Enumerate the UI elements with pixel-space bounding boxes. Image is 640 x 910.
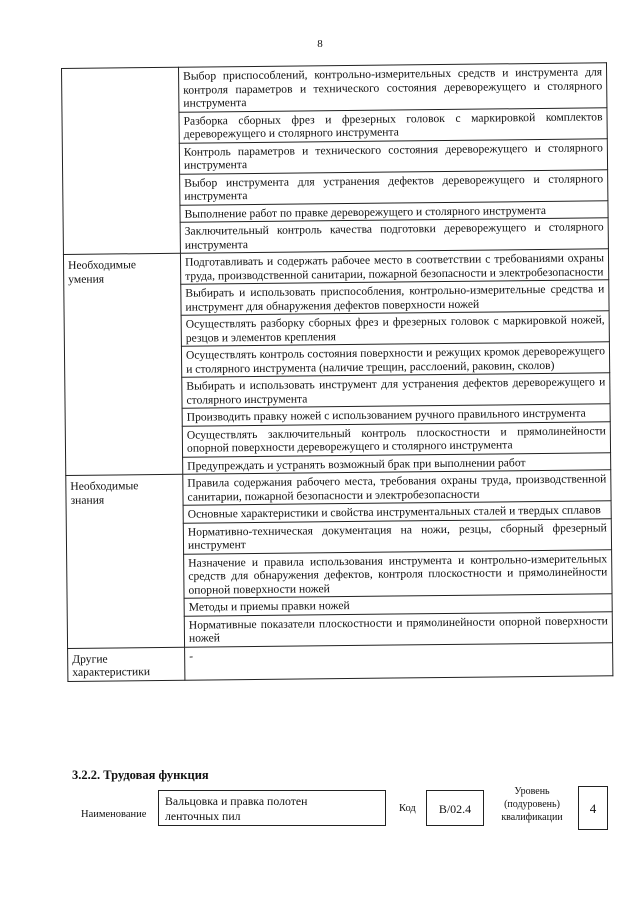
other-value: - bbox=[185, 642, 613, 679]
level-label-line: (подуровень) bbox=[504, 799, 560, 810]
skill-item: Предупреждать и устранять возможный брак при выполнении работ bbox=[183, 452, 611, 474]
function-name-line: Вальцовка и правка полотен bbox=[165, 794, 308, 808]
knowledge-item: Основные характеристики и свойства инструментальных сталей и твердых сплавов bbox=[183, 501, 611, 523]
labor-action-item: Разборка сборных фрез и фрезерных головок с маркировкой комплектов дереворежущего и столярного инструмента bbox=[179, 107, 607, 142]
qualification-level-box: 4 bbox=[578, 786, 608, 830]
knowledge-label-line: Необходимые bbox=[70, 479, 139, 493]
labor-action-item: Выбор инструмента для устранения дефектов дереворежущего и столярного инструмента bbox=[180, 169, 608, 204]
skill-item: Производить правку ножей с использованием ручного правильного инструмента bbox=[182, 404, 610, 426]
skill-item: Осуществлять контроль состояния поверхности и режущих кромок дереворежущего и столярного инструмента (наличие трещин, расслоений, раковин, сколов) bbox=[181, 342, 609, 377]
knowledge-item: Нормативно-техническая документация на ножи, резцы, сборный фрезерный инструмент bbox=[183, 518, 611, 553]
level-label-line: квалификации bbox=[501, 812, 563, 823]
knowledge-item: Назначение и правила использования инструмента и контрольно-измерительных средств для обнаружения дефектов, контроля плоскостности и прямолинейности опорной поверхности ножей bbox=[184, 549, 612, 598]
labor-action-item: Выбор приспособлений, контрольно-измерительных средств и инструмента для контроля параметров и технического состояния дереворежущего и столярного инструмента bbox=[178, 63, 606, 112]
labor-action-item: Выполнение работ по правке дереворежущего и столярного инструмента bbox=[180, 200, 608, 222]
skills-label-line: Необходимые bbox=[67, 258, 137, 272]
skills-label-cell bbox=[63, 253, 182, 475]
skill-item: Осуществлять заключительный контроль плоскостности и прямолинейности опорной поверхности дереворежущего и столярного инструмента bbox=[182, 421, 610, 456]
code-value-box: В/02.4 bbox=[426, 790, 484, 826]
other-label-line: характеристики bbox=[72, 665, 151, 679]
name-label: Наименование bbox=[81, 809, 147, 820]
labor-action-item: Заключительный контроль качества подготовки дереворежущего и столярного инструмента bbox=[180, 218, 608, 253]
level-label-line: Уровень bbox=[514, 786, 550, 797]
other-label-line: Другие bbox=[72, 652, 108, 666]
function-name-line: ленточных пил bbox=[165, 809, 241, 823]
knowledge-label-cell bbox=[66, 474, 185, 648]
skill-item: Выбирать и использовать приспособления, контрольно-измерительные средства и инструмент для обнаружения дефектов поверхности ножей bbox=[181, 280, 609, 315]
function-header-row bbox=[0, 782, 640, 842]
table-row bbox=[62, 63, 607, 113]
other-label-cell bbox=[68, 647, 185, 681]
page-number: 8 bbox=[317, 38, 323, 50]
knowledge-item: Нормативные показатели плоскостности и прямолинейности опорной поверхности ножей bbox=[184, 611, 612, 646]
knowledge-item: Методы и приемы правки ножей bbox=[184, 594, 612, 616]
code-label: Код bbox=[399, 803, 416, 814]
function-name-box bbox=[158, 790, 386, 826]
labor-action-item: Контроль параметров и технического состояния дереворежущего и столярного инструмента bbox=[179, 138, 607, 173]
skill-item: Осуществлять разборку сборных фрез и фрезерных головок с маркировкой ножей, резцов и элементов крепления bbox=[181, 311, 609, 346]
section-heading: 3.2.2. Трудовая функция bbox=[72, 768, 209, 782]
skill-item: Подготавливать и содержать рабочее место в соответствии с требованиями охраны труда, производственной санитарии, пожарной безопасности и электробезопасности bbox=[180, 249, 608, 284]
labor-function-table bbox=[61, 62, 613, 681]
table-row bbox=[68, 642, 613, 681]
skill-item: Выбирать и использовать инструмент для устранения дефектов дереворежущего и столярного инструмента bbox=[182, 373, 610, 408]
knowledge-item: Правила содержания рабочего места, требования охраны труда, производственной санитарии, пожарной безопасности и электробезопасности bbox=[183, 470, 611, 505]
skills-label-line: умения bbox=[68, 272, 105, 286]
knowledge-label-line: знания bbox=[70, 493, 105, 507]
qualification-level-label bbox=[494, 785, 570, 824]
labor-actions-label-cell bbox=[62, 67, 181, 254]
